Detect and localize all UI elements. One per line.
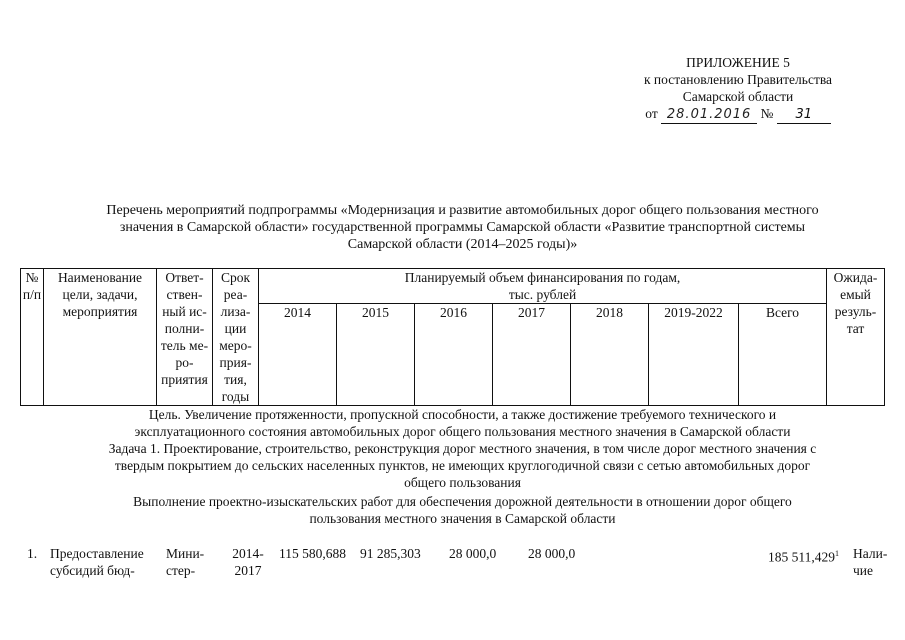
appendix-region: Самарской области	[682, 89, 794, 104]
year-2015: 2015	[337, 304, 415, 406]
handwritten-number: 31	[777, 106, 831, 124]
col-term-header: Срок реа- лиза- ции меро- прия- тия, годы	[213, 269, 259, 406]
year-2016: 2016	[415, 304, 493, 406]
col-financing-header: Планируемый объем финансирования по годам, тыс. рублей	[259, 269, 827, 304]
col-name-header: Наименование цели, задачи, мероприятия	[44, 269, 157, 406]
year-2018: 2018	[571, 304, 649, 406]
row1-number: 1.	[27, 546, 38, 561]
row1-result: Нали- чие	[853, 546, 888, 578]
appendix-resolution: к постановлению Правительства	[643, 72, 833, 87]
row1-2015: 91 285,303	[360, 546, 421, 561]
col-result-header: Ожида- емый резуль- тат	[827, 269, 885, 406]
appendix-block	[623, 54, 853, 124]
document-title: Перечень мероприятий подпрограммы «Модернизация и развитие автомобильных дорог общего пользования местного значения в Самарской области» государственной программы Самарской области «Развитие транспортной системы Самарской области (2014–2025 годы)»	[106, 203, 819, 252]
row1-2017: 28 000,0	[528, 546, 576, 561]
row1-term: 2014- 2017	[232, 546, 264, 578]
row1-total-footnote: 1	[835, 549, 839, 558]
year-2019-2022: 2019-2022	[649, 304, 739, 406]
activity-section: Выполнение проектно-изыскательских работ для обеспечения дорожной деятельности в отношении дорог общего пользования местного значения в Самарской области	[133, 494, 792, 526]
row1-2016: 28 000,0	[449, 546, 497, 561]
handwritten-date: 28.01.2016	[661, 106, 757, 124]
row1-name: Предоставление субсидий бюд-	[50, 546, 144, 578]
year-total: Всего	[739, 304, 827, 406]
col-number-header: № п/п	[21, 269, 44, 406]
year-2017: 2017	[493, 304, 571, 406]
header-table	[20, 268, 885, 406]
appendix-date-line: от 28.01.2016 № 31	[623, 105, 853, 124]
task-section: Задача 1. Проектирование, строительство, реконструкция дорог местного значения, в том числе дорог местного значения с твердым покрытием до сельских населенных пунктов, не имеющих круглогодичной связи с сетью автомобильных дорог общего пользования	[108, 441, 817, 490]
col-responsible-header: Ответ- ствен- ный ис- полни- тель ме- ро- приятия	[157, 269, 213, 406]
row1-2014: 115 580,688	[279, 546, 346, 561]
row1-responsible: Мини- стер-	[166, 546, 205, 578]
appendix-number: ПРИЛОЖЕНИЕ 5	[686, 55, 790, 70]
row1-total: 185 511,429$^1$	[768, 549, 839, 565]
year-2014: 2014	[259, 304, 337, 406]
goal-section: Цель. Увеличение протяженности, пропускной способности, а также достижение требуемого технического и эксплуатационного состояния автомобильных дорог общего пользования местного значения в Самарской области	[134, 407, 791, 439]
